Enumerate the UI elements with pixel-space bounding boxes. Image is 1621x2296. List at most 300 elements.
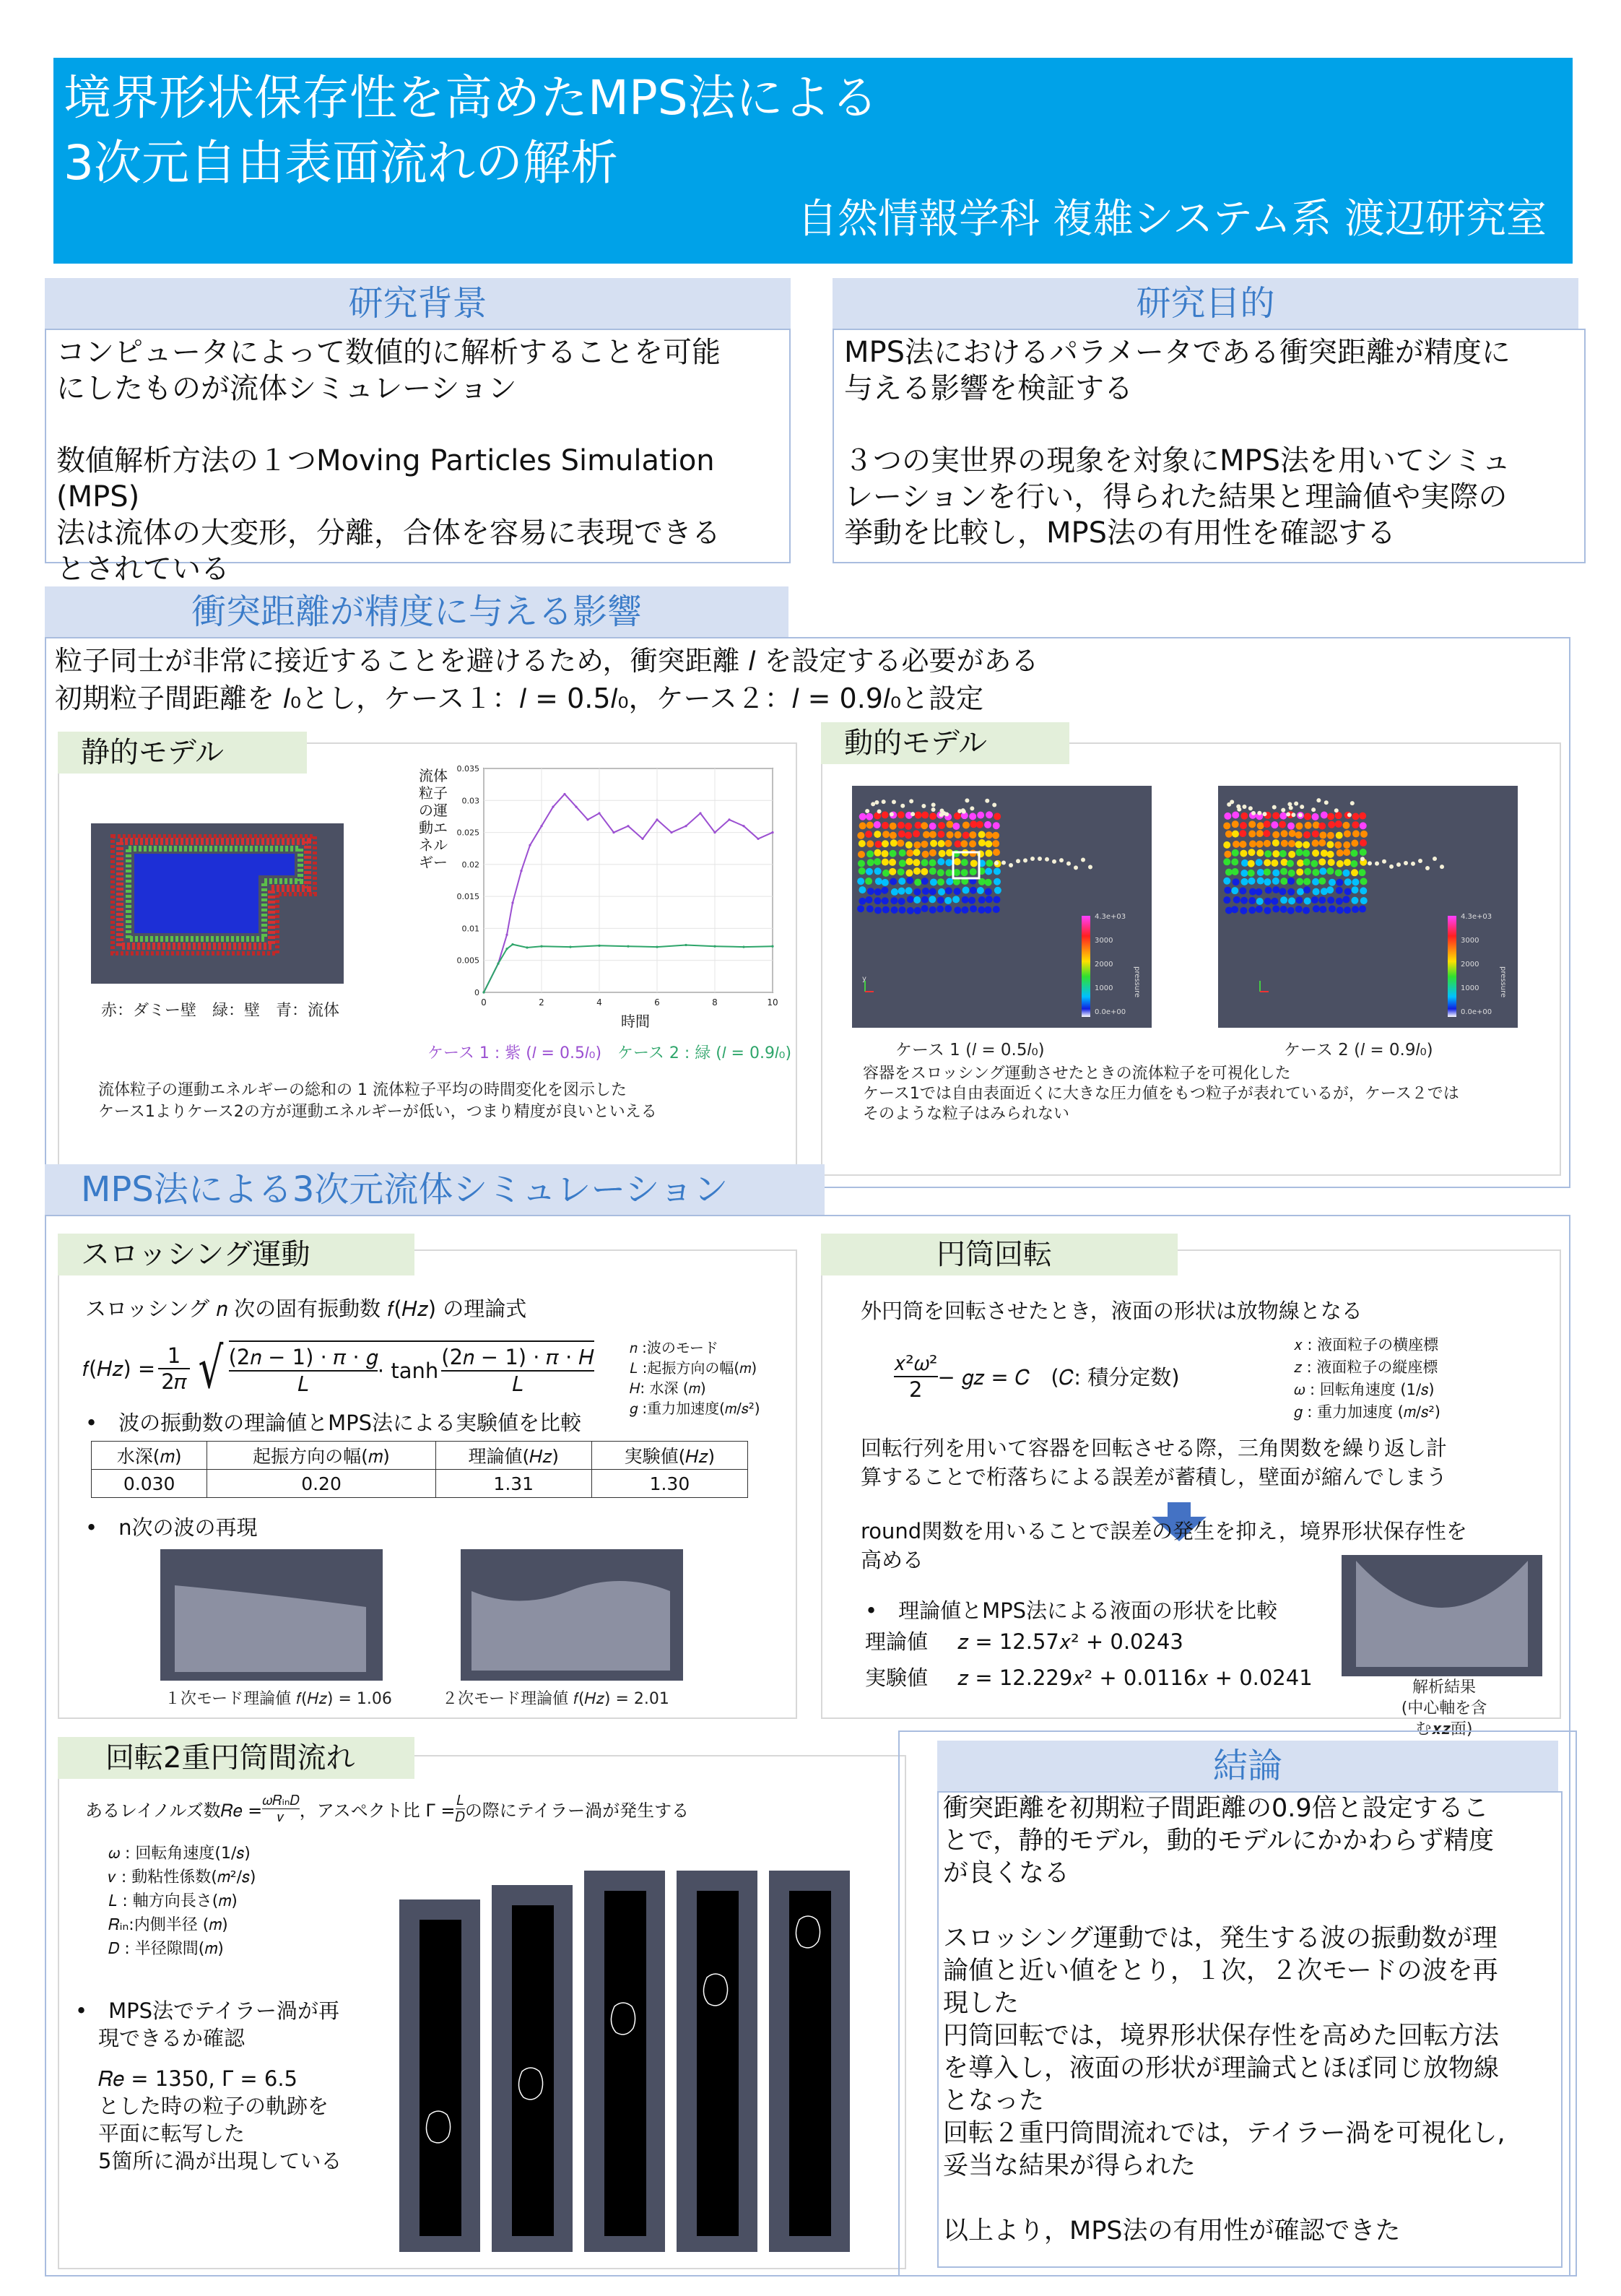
theory-equation: 𝑧 = 12.57𝑥² + 0.0243 [957, 1629, 1183, 1654]
background-text-1a: コンピュータによって数値的に解析することを可能 [56, 336, 721, 369]
chart-point [482, 991, 484, 993]
particle [858, 860, 865, 867]
particle [1335, 812, 1342, 819]
cylinder-p2-2: 高める [861, 1548, 924, 1572]
particle [1257, 822, 1264, 829]
chart-x-tick-label: 10 [767, 997, 778, 1008]
particle [1350, 860, 1357, 867]
mode2-caption: ２次モード理論値 𝑓(𝐻𝑧) = 2.01 [442, 1690, 669, 1708]
chart-point [598, 812, 600, 814]
particle [1297, 859, 1304, 867]
particle [1418, 859, 1422, 863]
particle [1023, 858, 1027, 862]
purpose-box [833, 329, 1586, 563]
particle [936, 905, 944, 912]
taylor-desc-2: 平面に転写した [98, 2121, 245, 2146]
particle [970, 859, 978, 867]
particle [1248, 849, 1255, 856]
particle [1272, 805, 1277, 810]
particle [881, 887, 888, 894]
particle [1342, 870, 1350, 877]
particle [929, 888, 936, 895]
particle [992, 832, 999, 839]
particle [1264, 850, 1272, 857]
particle [954, 813, 961, 820]
formula-lhs: 𝑓(𝐻𝑧) = [82, 1356, 156, 1381]
particle [1358, 869, 1365, 876]
mode1-wave-image [160, 1549, 383, 1681]
particle [954, 888, 961, 895]
collision-intro-1: 粒子同士が非常に接近することを避けるため，衝突距離 𝑙 を設定する必要がある [55, 645, 1039, 677]
dynamic-model-heading: 動的モデル [821, 722, 1069, 764]
particle [970, 850, 977, 857]
particle [1311, 860, 1318, 867]
cylinder-bullet-text: 理論値とMPS法による液面の形状を比較 [898, 1598, 1278, 1623]
particle [1265, 887, 1272, 894]
chart-point [552, 806, 554, 808]
chart-point [713, 945, 716, 948]
var-Rin: 𝑅ᵢₙ:内側半径 (𝑚) [108, 1916, 228, 1934]
purpose-text-2b: レーションを行い，得られた結果と理論値や実際の [844, 480, 1508, 514]
chart-point [757, 838, 759, 840]
case2-legend: ケース 2 : 緑 (𝑙 = 0.9𝑙₀) [617, 1044, 792, 1062]
particle [1327, 851, 1334, 858]
sloshing-bullet-1: • 波の振動数の理論値とMPS法による実験値を比較 [85, 1411, 582, 1435]
formula-b [441, 1345, 594, 1397]
particle [1256, 849, 1264, 857]
particle [1288, 840, 1295, 847]
particle [931, 802, 936, 807]
particle [1280, 868, 1287, 875]
chart-point [540, 945, 542, 948]
particle [938, 888, 945, 896]
particle [882, 840, 889, 847]
colorbar-tick-label: 4.3e+03 [1461, 913, 1492, 921]
particle [977, 887, 984, 894]
particle [1344, 878, 1352, 885]
var-g2: 𝑔 : 重力加速度 (𝑚/𝑠²) [1294, 1403, 1440, 1421]
particle [1264, 868, 1271, 875]
particle [914, 879, 921, 886]
particle [1009, 863, 1013, 867]
particle [1088, 865, 1092, 870]
taylor-intro [85, 1793, 689, 1825]
particle [1271, 898, 1278, 905]
particle [1327, 896, 1334, 904]
var-g: 𝑔 :重力加速度(𝑚/𝑠²) [630, 1400, 760, 1417]
particle [1411, 862, 1415, 866]
particle [1311, 807, 1316, 812]
particle [1303, 878, 1311, 885]
particle [1321, 888, 1328, 895]
particle [1318, 839, 1326, 846]
particle [892, 800, 896, 804]
particle [1074, 865, 1078, 870]
taylor-panel-inner [697, 1891, 739, 2236]
formula-root [229, 1340, 594, 1397]
particle [1351, 897, 1358, 904]
particle [1240, 878, 1248, 885]
particle [913, 830, 920, 837]
chart-x-tick-label: 8 [712, 997, 718, 1008]
particle [1256, 859, 1263, 866]
particle [1313, 888, 1320, 896]
particle [1280, 878, 1287, 885]
particle [866, 850, 874, 857]
particle [994, 861, 999, 865]
particle [1240, 870, 1248, 877]
particle [1337, 860, 1344, 867]
particle [1350, 801, 1355, 805]
particle [1316, 798, 1321, 802]
particle [1352, 906, 1359, 913]
title-banner [53, 58, 1573, 264]
taylor-bullet-2: 現できるか確認 [98, 2026, 245, 2050]
particle [898, 822, 905, 829]
chart-point [728, 818, 730, 820]
chart-point [627, 945, 629, 948]
particle [976, 821, 983, 828]
particle [1352, 821, 1359, 828]
particle [970, 887, 977, 894]
cylinder-bullet: • 理論値とMPS法による液面の形状を比較 [865, 1598, 1278, 1623]
formula-a-den: 𝐿 [229, 1370, 378, 1397]
sloshing-heading: スロッシング運動 [58, 1234, 414, 1275]
particle [1241, 859, 1248, 867]
particle [859, 898, 866, 905]
sloshing-vars [630, 1338, 760, 1418]
particle [1433, 857, 1437, 861]
chart-point [563, 793, 565, 795]
particle [865, 809, 869, 813]
taylor-intro-c: の際にテイラー渦が発生する [464, 1801, 690, 1821]
particle [962, 887, 970, 894]
particle [913, 841, 921, 849]
particle [882, 906, 890, 914]
particle [898, 868, 905, 875]
chart-xlabel: 時間 [621, 1013, 650, 1030]
particle [937, 869, 944, 876]
particle [1248, 870, 1255, 877]
collision-intro-2: 初期粒子間距離を 𝑙₀とし，ケース１：𝑙 = 0.5𝑙₀，ケース２：𝑙 = 0.9𝑙₀と設定 [55, 683, 984, 714]
particle [1343, 841, 1350, 849]
conclusion-line: 円筒回転では，境界形状保存性を高めた回転方法 [943, 2022, 1500, 2050]
colorbar-tick-label: 4.3e+03 [1095, 913, 1126, 921]
particle [1336, 832, 1343, 839]
particle [1231, 906, 1238, 913]
particle [1337, 849, 1344, 857]
particle [954, 906, 961, 914]
particle [913, 888, 921, 896]
particle [1360, 887, 1367, 894]
sqrt-symbol: √ [198, 1336, 224, 1401]
particle [1264, 840, 1271, 847]
particle [859, 822, 866, 829]
particle [1304, 868, 1311, 875]
particle [931, 807, 936, 812]
particle [1351, 886, 1358, 893]
chart-y-tick-label: 0 [474, 988, 479, 997]
particle [906, 849, 913, 857]
particle [1251, 811, 1256, 815]
particle [1279, 888, 1286, 895]
theory-label: 理論値 [865, 1629, 929, 1654]
particle [1312, 813, 1319, 820]
particle [875, 878, 882, 885]
conclusion-line: を導入し，液面の形状が理論式とほぼ同じ放物線 [943, 2054, 1500, 2083]
particle [978, 906, 985, 914]
particle [954, 858, 961, 865]
taylor-panel-inner [789, 1891, 831, 2236]
particle [1038, 857, 1042, 861]
particle [921, 878, 929, 885]
dynamic-case1-image [852, 786, 1152, 1028]
particle [899, 859, 906, 867]
particle [890, 823, 897, 830]
ar-num: 𝐿 [456, 1793, 464, 1808]
particle [1319, 867, 1326, 875]
particle [1344, 906, 1351, 914]
particle [905, 831, 912, 839]
ar-frac [456, 1793, 465, 1825]
particle [993, 896, 1000, 904]
particle [1272, 878, 1279, 885]
eq-rest: − 𝑔𝑧 = 𝐶 (𝐶: 積分定数) [937, 1365, 1180, 1390]
particle [906, 877, 913, 884]
particle [955, 841, 962, 848]
particle [969, 813, 976, 820]
particle [867, 888, 874, 895]
particle [898, 811, 905, 818]
particle [944, 840, 952, 847]
chart-ylabel: 流体粒子の運動エネルギー [419, 767, 448, 871]
cylinder-result-image [1342, 1555, 1542, 1676]
particle [874, 800, 879, 805]
particle [1279, 850, 1287, 857]
particle [905, 858, 913, 865]
particle [985, 799, 989, 803]
chart-x-ticks [481, 997, 778, 1008]
particle [882, 897, 889, 904]
particle [911, 812, 915, 816]
mode1-caption: １次モード理論値 𝑓(𝐻𝑧) = 1.06 [165, 1690, 392, 1708]
particle [1287, 802, 1292, 806]
particle [1279, 813, 1287, 820]
particle [1279, 821, 1286, 828]
particle [1272, 905, 1279, 912]
var-nu: 𝜈 : 動粘性係数(𝑚²/𝑠) [108, 1868, 256, 1886]
particle [929, 849, 936, 857]
particle [890, 839, 898, 846]
particle [1305, 822, 1312, 829]
particle [1288, 851, 1295, 858]
particle [921, 822, 928, 829]
particle [1287, 888, 1295, 896]
chart-point [771, 831, 773, 833]
particle [1255, 888, 1262, 896]
particle [986, 896, 993, 903]
particle [945, 859, 952, 866]
particle [1257, 869, 1264, 876]
particle [890, 832, 897, 839]
purpose-text-1a: MPS法におけるパラメータである衝突距離が精度に [844, 336, 1511, 369]
chart-point [685, 944, 687, 946]
particle [1233, 841, 1240, 848]
particle [857, 832, 864, 839]
particle [1342, 896, 1350, 903]
particle [939, 850, 946, 857]
particle [1336, 887, 1343, 894]
particle [977, 812, 984, 819]
particle [1313, 905, 1320, 912]
conclusion-line: 妥当な結果が得られた [943, 2152, 1196, 2180]
particle [1359, 906, 1366, 913]
particle [969, 840, 976, 847]
particle [1248, 860, 1255, 867]
particle [946, 849, 953, 857]
chart-y-tick-label: 0.005 [456, 956, 479, 966]
particle [944, 905, 952, 912]
particle [1264, 859, 1271, 866]
particle [1257, 878, 1264, 885]
chart-y-tick-label: 0.03 [461, 796, 479, 806]
particle [1280, 906, 1287, 913]
particle [1295, 906, 1303, 913]
particle [1059, 858, 1064, 862]
particle [877, 809, 882, 813]
particle [993, 822, 1000, 829]
conclusion-box [937, 1791, 1563, 2268]
particle [929, 896, 936, 903]
particle [1382, 859, 1386, 864]
particle [1264, 878, 1271, 885]
formula-frac-num: 1 [167, 1343, 181, 1368]
taylor-desc-3: 5箇所に渦が出現している [98, 2149, 342, 2173]
conclusion-line: 衝突距離を初期粒子間距離の0.9倍と設定するこ [943, 1794, 1489, 1823]
particle [962, 821, 970, 828]
particle [1264, 898, 1272, 905]
sloshing-table [91, 1441, 748, 1498]
experiment-label: 実験値 [865, 1665, 929, 1690]
particle [985, 841, 992, 848]
chart-point [641, 838, 643, 840]
particle [1294, 802, 1298, 806]
particle [921, 841, 928, 848]
particle [874, 867, 882, 875]
particle [929, 823, 936, 830]
particle [1256, 906, 1263, 913]
dynamic-case2-caption: ケース 2 (𝑙 = 0.9𝑙₀) [1284, 1041, 1433, 1060]
particle [1248, 831, 1256, 838]
particle [1240, 813, 1248, 820]
purpose-text-1b: 与える影響を検証する [844, 372, 1133, 405]
particle [866, 905, 874, 912]
particle [929, 867, 936, 875]
conclusion-line: 回転２重円筒間流れでは，テイラー渦を可視化し, [943, 2119, 1505, 2148]
table-header: 理論値(𝐻𝑧) [435, 1442, 591, 1470]
chart-point [713, 831, 716, 833]
particle [1231, 859, 1238, 866]
particle [1312, 849, 1319, 857]
particle [882, 879, 889, 886]
var-omega-t: 𝜔 : 回転角速度(1/𝑠) [108, 1845, 251, 1863]
particle [985, 888, 992, 896]
chart-point [656, 818, 658, 820]
particle [1347, 813, 1352, 817]
cylinder-vars [1294, 1334, 1440, 1424]
chart-point [511, 901, 513, 904]
particle [970, 806, 974, 810]
collision-heading: 衝突距離が精度に与える影響 [45, 586, 788, 637]
particle [1052, 859, 1056, 864]
particle [1318, 878, 1326, 885]
particle [1232, 820, 1239, 828]
particle [874, 858, 881, 865]
particle [1030, 857, 1035, 861]
particle [890, 878, 897, 885]
particle [1291, 813, 1295, 817]
particle [1318, 858, 1326, 865]
background-text-2a: 数値解析方法の１つMoving Particles Simulation (MPS) [56, 444, 715, 514]
particle [937, 896, 944, 904]
particle [957, 809, 962, 813]
particle [882, 859, 889, 866]
conclusion-line: 以上より，MPS法の有用性が確認できた [943, 2217, 1401, 2245]
cylinder-equation [894, 1351, 1180, 1402]
mode2-wave-image [461, 1549, 683, 1681]
conclusion-line: が良くなる [943, 1859, 1070, 1888]
chart-y-tick-label: 0.025 [456, 828, 479, 838]
taylor-bullet-1: MPS法でテイラー渦が再 [108, 1998, 339, 2023]
sloshing-bullet-1-text: 波の振動数の理論値とMPS法による実験値を比較 [118, 1411, 582, 1435]
particle [1312, 840, 1319, 847]
chart-y-tick-label: 0.01 [461, 924, 479, 934]
chart-point [540, 825, 542, 827]
conclusion-line: 現した [943, 1989, 1020, 2018]
particle [1280, 896, 1287, 904]
particle [939, 813, 944, 817]
particle [882, 870, 890, 877]
chart-x-tick-label: 2 [539, 997, 544, 1008]
particle [1319, 831, 1326, 839]
particle [889, 868, 896, 875]
particle [874, 897, 882, 904]
particle [1360, 822, 1367, 829]
particle [921, 804, 926, 808]
particle [929, 813, 936, 820]
particle [898, 888, 905, 895]
particle [905, 823, 912, 830]
particle [946, 821, 953, 828]
eq-frac [894, 1351, 938, 1402]
eq-num: 𝑥²𝜔² [894, 1351, 938, 1375]
particle [1288, 870, 1295, 877]
particle [913, 867, 921, 875]
particle [1352, 830, 1360, 837]
formula-frac-den: 2𝜋 [158, 1368, 190, 1395]
background-box [45, 329, 791, 586]
particle [1248, 806, 1253, 810]
particle [874, 849, 881, 857]
var-D: 𝐷 : 半径隙間(𝑚) [108, 1940, 224, 1958]
particle [1425, 866, 1430, 870]
particle [1224, 813, 1231, 820]
particle [994, 813, 1001, 820]
particle [1359, 813, 1366, 820]
particle [1231, 887, 1238, 894]
particle [1334, 808, 1339, 813]
particle [1264, 907, 1271, 914]
